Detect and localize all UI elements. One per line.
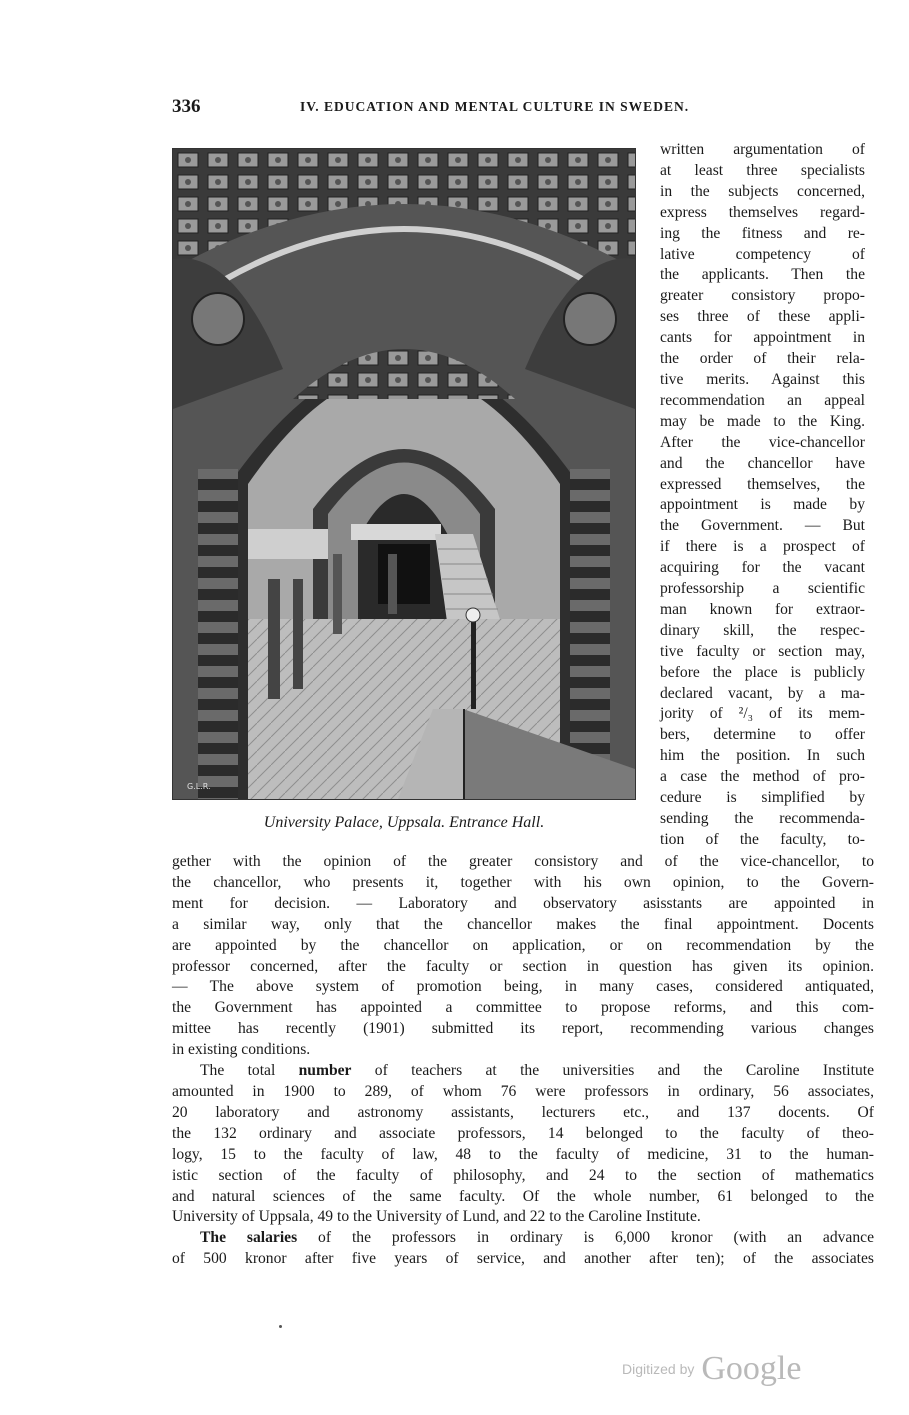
text-line: professorship a scientific — [660, 580, 865, 598]
text-line: a case the method of pro- — [660, 768, 865, 786]
bold-term: The salaries — [200, 1229, 298, 1247]
text-line: and the chancellor have — [660, 454, 865, 472]
google-logo: Google — [701, 1350, 802, 1387]
text-line: before the place is publicly — [660, 663, 865, 681]
text-line: mittee has recently (1901) submitted its report, recommending various changes — [172, 1020, 874, 1038]
text-line: tive merits. Against this — [660, 370, 865, 388]
text-line: acquiring for the vacant — [660, 559, 865, 577]
text-line: lative competency of — [660, 245, 865, 263]
text-line: tion of the faculty, to- — [660, 830, 865, 848]
text-line: are appointed by the chancellor on application, or on recommendation by the — [172, 936, 874, 954]
text-line: After the vice-chancellor — [660, 433, 865, 451]
text-line: express themselves regard- — [660, 203, 865, 221]
bold-term: number — [298, 1062, 352, 1080]
text-line: — The above system of promotion being, in many cases, considered antiquated, — [172, 978, 874, 996]
text-line: man known for extraor- — [660, 600, 865, 618]
paragraph-promotion — [172, 852, 874, 1061]
text-line: a similar way, only that the chancellor makes the final appointment. Docents — [172, 915, 874, 933]
text-line: ment for decision. — Laboratory and observatory asisstants are appointed in — [172, 894, 874, 912]
stray-mark — [279, 1325, 282, 1328]
text-line: amounted in 1900 to 289, of whom 76 were professors in ordinary, 56 associates, — [172, 1082, 874, 1100]
text-line: the chancellor, who presents it, together with his own opinion, to the Govern- — [172, 873, 874, 891]
text-line: may be made to the King. — [660, 412, 865, 430]
figure-caption: University Palace, Uppsala. Entrance Hall. — [263, 814, 545, 831]
text-line: gether with the opinion of the greater consistory and of the vice-chancellor, to — [172, 853, 874, 870]
text-line: sending the recommenda- — [660, 810, 865, 827]
text-line: if there is a prospect of — [660, 538, 865, 556]
text-line: greater consistory propo- — [660, 287, 865, 305]
text-line: cants for appointment in — [660, 329, 865, 347]
text-line: cedure is simplified by — [660, 789, 865, 807]
paragraph-salaries — [172, 1228, 874, 1270]
text-line: in the subjects concerned, — [660, 182, 865, 200]
text-line: the Government has appointed a committee to propose reforms, and this com- — [172, 999, 874, 1017]
text-line: him the position. In such — [660, 747, 865, 765]
hall-engraving — [173, 149, 635, 799]
engraver-mark: G.L.R. — [187, 782, 211, 791]
text-line: the order of their rela- — [660, 350, 865, 368]
page-header — [172, 96, 762, 122]
text-line: jority of ²/₃ of its mem- — [660, 705, 865, 723]
text-line: istic section of the faculty of philosophy, and 24 to the section of mathematics — [172, 1166, 874, 1184]
text-line: The total number of teachers at the universities and the Caroline Institute — [200, 1062, 874, 1080]
text-line: the Government. — But — [660, 517, 865, 535]
digitized-watermark — [622, 1350, 801, 1388]
text-line: the 132 ordinary and associate professors, 14 belonged to the faculty of theo- — [172, 1124, 874, 1142]
side-column-text — [660, 140, 865, 851]
text-line: at least three specialists — [660, 161, 865, 179]
text-line: in existing conditions. — [172, 1041, 311, 1059]
text-line: tive faculty or section may, — [660, 642, 865, 660]
text-line: bers, determine to offer — [660, 726, 865, 744]
entrance-hall-illustration — [172, 148, 636, 800]
text-line: University of Uppsala, 49 to the University of Lund, and 22 to the Caroline Institute. — [172, 1208, 701, 1226]
text-line: appointment is made by — [660, 496, 865, 514]
text-line: ses three of these appli- — [660, 308, 865, 326]
text-line: the applicants. Then the — [660, 266, 865, 284]
paragraph-teacher-numbers — [172, 1061, 874, 1228]
text-line: and natural sciences of the same faculty. Of the whole number, 61 belonged to the — [172, 1187, 874, 1205]
text-line: ing the fitness and re- — [660, 224, 865, 242]
text-line: The salaries of the professors in ordinary is 6,000 kronor (with an advance — [200, 1229, 874, 1247]
text-line: recommendation an appeal — [660, 391, 865, 409]
text-line: professor concerned, after the faculty or section in question has given its opinion. — [172, 957, 874, 975]
text-line: written argumentation of — [660, 141, 865, 158]
text-line: of 500 kronor after five years of service, and another after ten); of the associates — [172, 1250, 874, 1268]
text-line: expressed themselves, the — [660, 475, 865, 493]
text-line: declared vacant, by a ma- — [660, 684, 865, 702]
text-line: logy, 15 to the faculty of law, 48 to the faculty of medicine, 31 to the human- — [172, 1145, 874, 1163]
text-line: dinary skill, the respec- — [660, 621, 865, 639]
running-title: IV. EDUCATION AND MENTAL CULTURE IN SWEDEN. — [300, 99, 690, 114]
page-number: 336 — [172, 96, 201, 117]
text-line: 20 laboratory and astronomy assistants, lecturers etc., and 137 docents. Of — [172, 1103, 874, 1121]
watermark-prefix: Digitized by — [622, 1361, 695, 1377]
body-text — [172, 852, 874, 1270]
